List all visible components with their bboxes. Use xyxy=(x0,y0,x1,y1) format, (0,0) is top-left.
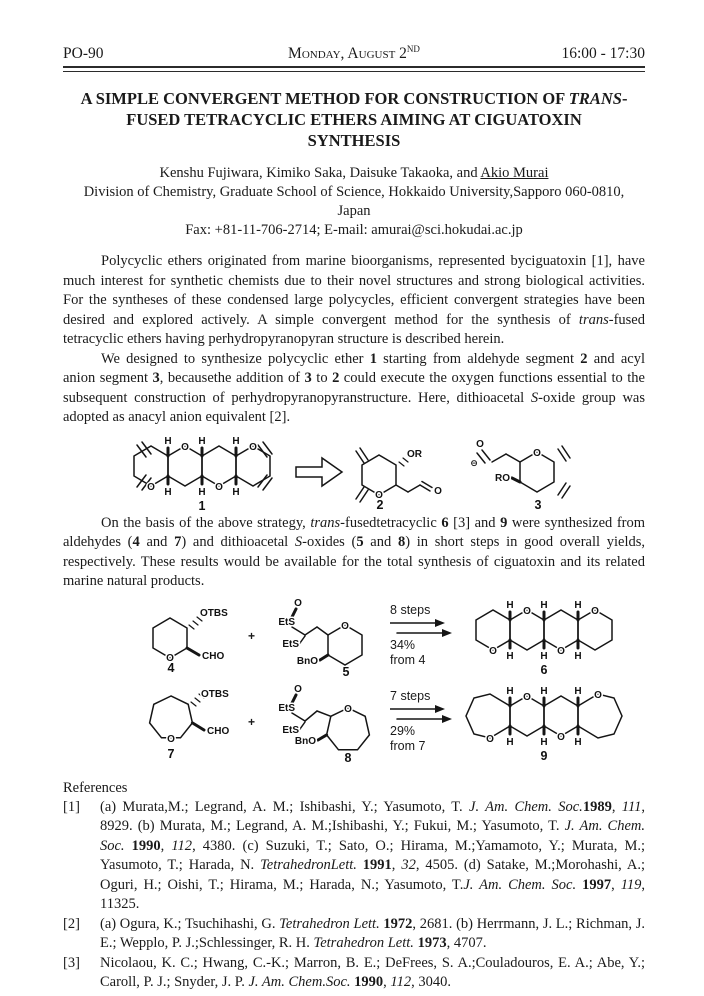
structure-4-drawing xyxy=(141,598,245,674)
atom-h-label: H xyxy=(506,685,514,697)
otbs-group-label: OTBS xyxy=(200,607,228,619)
cho-group-label: CHO xyxy=(207,725,230,737)
structure-9-drawing xyxy=(458,682,630,762)
yield-label: 29% xyxy=(390,724,416,739)
atom-h-label: H xyxy=(198,486,206,498)
ring-bonds xyxy=(477,446,570,498)
reference-item xyxy=(63,798,645,915)
reference-item xyxy=(63,915,645,954)
structure-number: 3 xyxy=(534,497,542,511)
affiliation-line-1: Division of Chemistry, Graduate School of Science, Hokkaido University,Sapporo 060-0810, xyxy=(83,184,625,201)
structure-8-drawing xyxy=(258,680,384,764)
atom-h-label: H xyxy=(506,650,514,662)
session-day-text: Monday, August 2 xyxy=(288,45,407,63)
yield-from-label: from 4 xyxy=(390,653,426,668)
ets-group-label: EtS xyxy=(278,702,296,714)
reference-text: (a) Murata,M.; Legrand, A. M.; Ishibashi, Y.; Yasumoto, T. J. Am. Chem. Soc.1989, 111, 8929. (b) Murata, M.; Legrand, A. M.;Ishibashi, Y.; Fukui, M.; Yasumoto, T. J. Am. Chem. Soc. 1990, 112, 4380. (c) Suzuki, T.; Sato, O.; Hirama, M.;Yamamoto, Y.; Murata, M.; Yasumoto, T.; Harada, N. TetrahedronLett. 1991, 32, 4505. (d) Satake, M.;Morohashi, A.; Oguri, H.; Oishi, T.; Hirama, M.; Harada, N.; Yasumoto, T.J. Am. Chem. Soc. 1997, 119, 11325. xyxy=(100,798,646,913)
atom-h-label: H xyxy=(574,650,582,662)
reference-text: Nicolaou, K. C.; Hwang, C.-K.; Marron, B. E.; DeFrees, S. A.;Couladouros, E. A.; Abe, Y.; Caroll, P. J.; Snyder, J. P. J. Am. Chem.Soc. 1990, 112, 3040. xyxy=(100,954,645,991)
paper-title: A SIMPLE CONVERGENT METHOD FOR CONSTRUCTION OF TRANS- FUSED TETRACYCLIC ETHERS AIMING AT CIGUATOXIN SYNTHESIS xyxy=(80,89,628,151)
ro-group-label: RO xyxy=(495,472,510,484)
atom-h-label: H xyxy=(506,599,514,611)
synthesis-scheme-row-2 xyxy=(141,680,645,764)
structure-number: 8 xyxy=(344,750,352,764)
atom-o-label: O xyxy=(486,733,494,745)
date-ordinal-suffix: ND xyxy=(406,44,420,54)
paragraph-results: On the basis of the above strategy, trans-fusedtetracyclic 6 [3] and 9 were synthesized from aldehydes (4 and 7) and dithioacetal S-oxides (5 and 8) in short steps in good overall yields, respectively. These results would be available for the total synthesis of ciguatoxin and its related marine natural products. xyxy=(63,514,646,590)
negative-charge-label: ⊖ xyxy=(470,457,478,468)
author-list: Kenshu Fujiwara, Kimiko Saka, Daisuke Takaoka, and Akio Murai xyxy=(159,165,549,182)
reaction-conditions xyxy=(386,689,456,754)
bno-group-label: BnO xyxy=(294,735,317,747)
reference-number: [2] xyxy=(63,915,80,932)
atom-h-label: H xyxy=(198,435,206,447)
atom-h-label: H xyxy=(574,685,582,697)
atom-h-label: H xyxy=(232,435,240,447)
atom-o-label: O xyxy=(344,703,352,715)
structure-7-drawing xyxy=(141,684,245,760)
atom-h-label: H xyxy=(232,486,240,498)
atom-o-label: O xyxy=(489,645,497,657)
atom-o-label: O xyxy=(533,447,541,459)
bno-group-label: BnO xyxy=(296,655,319,667)
steps-label: 7 steps xyxy=(390,689,431,704)
atom-o-label: O xyxy=(591,605,599,617)
session-time: 16:00 - 17:30 xyxy=(561,45,645,63)
atom-o-label: O xyxy=(341,620,349,632)
ets-group-label: EtS xyxy=(282,638,300,650)
atom-o-label: O xyxy=(181,441,189,453)
atom-h-label: H xyxy=(164,435,172,447)
reference-number: [1] xyxy=(63,798,80,815)
carbonyl-o-label: O xyxy=(476,438,484,450)
ring-bonds xyxy=(153,617,202,658)
ets-group-label: EtS xyxy=(282,724,300,736)
session-code: PO-90 xyxy=(63,45,104,63)
contact-line: Fax: +81-11-706-2714; E-mail: amurai@sci.hokudai.ac.jp xyxy=(185,222,523,239)
structure-number: 7 xyxy=(167,746,175,760)
reaction-arrows-icon xyxy=(390,704,452,724)
structure-3-drawing xyxy=(466,433,592,511)
paragraph-strategy: We designed to synthesize polycyclic ether 1 starting from aldehyde segment 2 and acyl anion segment 3, becausethe addition of 3 to 2 could execute the oxygen functions essential to the subsequent construction of perhydropyranopyranstructure. Here, dithioacetal S-oxide group was adopted as anacyl anion equivalent [2]. xyxy=(63,350,646,426)
structure-number: 5 xyxy=(342,664,350,678)
retrosynthesis-scheme xyxy=(63,432,645,512)
references-heading: References xyxy=(63,779,128,796)
atom-h-label: H xyxy=(540,599,548,611)
structure-5-drawing xyxy=(258,594,384,678)
yield-label: 34% xyxy=(390,638,416,653)
sulfoxide-o-label: O xyxy=(294,597,302,609)
atom-o-label: O xyxy=(147,481,155,493)
atom-o-label: O xyxy=(523,605,531,617)
atom-h-label: H xyxy=(574,736,582,748)
atom-o-label: O xyxy=(167,733,175,745)
structure-number: 6 xyxy=(540,662,548,676)
session-date xyxy=(238,44,471,63)
atom-h-label: H xyxy=(540,736,548,748)
reaction-conditions xyxy=(386,603,456,668)
yield-from-label: from 7 xyxy=(390,739,426,754)
structure-1-drawing xyxy=(116,432,288,512)
or-group-label: OR xyxy=(407,448,422,460)
atom-h-label: H xyxy=(506,736,514,748)
structure-number: 9 xyxy=(540,748,548,762)
header-divider xyxy=(63,66,645,72)
atom-h-label: H xyxy=(164,486,172,498)
atom-o-label: O xyxy=(375,489,383,501)
reference-item xyxy=(63,954,645,993)
reference-text: (a) Ogura, K.; Tsuchihashi, G. Tetrahedron Lett. 1972, 2681. (b) Herrmann, J. L.; Richman, J. E.; Wepplo, P. J.;Schlessinger, R. H. Tetrahedron Lett. 1973, 4707. xyxy=(100,915,645,952)
page-header xyxy=(63,44,645,63)
atom-h-label: H xyxy=(540,685,548,697)
synthesis-scheme-row-1 xyxy=(141,594,645,678)
atom-o-label: O xyxy=(557,645,565,657)
atom-o-label: O xyxy=(249,441,257,453)
affiliation-line-2: Japan xyxy=(337,203,371,220)
structure-6-drawing xyxy=(458,596,630,676)
structure-2-drawing xyxy=(350,433,462,511)
atom-o-label: O xyxy=(523,691,531,703)
atom-h-label: H xyxy=(540,650,548,662)
structure-number: 4 xyxy=(167,660,175,674)
plus-sign: + xyxy=(248,714,256,729)
atom-o-label: O xyxy=(166,652,174,664)
retrosynthesis-arrow-icon xyxy=(292,453,346,491)
atom-o-label: O xyxy=(594,689,602,701)
reference-number: [3] xyxy=(63,954,80,971)
ring-bonds xyxy=(150,694,204,738)
reaction-arrows-icon xyxy=(390,618,452,638)
carbonyl-o-label: O xyxy=(434,485,442,497)
structure-number: 2 xyxy=(376,497,384,511)
otbs-group-label: OTBS xyxy=(201,688,229,700)
ets-group-label: EtS xyxy=(278,616,296,628)
paragraph-introduction: Polycyclic ethers originated from marine bioorganisms, represented byciguatoxin [1], have much interest for synthetic chemists due to their novel structures and strong biological activities. For the syntheses of these condensed large polycycles, efficient convergent strategies have been desired and explored actively. A simple convergent method for the synthesis of trans-fused tetracyclic ethers having perhydropyranopyran structure is described herein. xyxy=(63,253,645,348)
structure-number: 1 xyxy=(198,498,206,512)
steps-label: 8 steps xyxy=(390,603,431,618)
sulfoxide-o-label: O xyxy=(294,683,302,695)
atom-o-label: O xyxy=(215,481,223,493)
atom-o-label: O xyxy=(557,731,565,743)
atom-h-label: H xyxy=(574,599,582,611)
cho-group-label: CHO xyxy=(202,650,225,662)
plus-sign: + xyxy=(248,628,256,643)
